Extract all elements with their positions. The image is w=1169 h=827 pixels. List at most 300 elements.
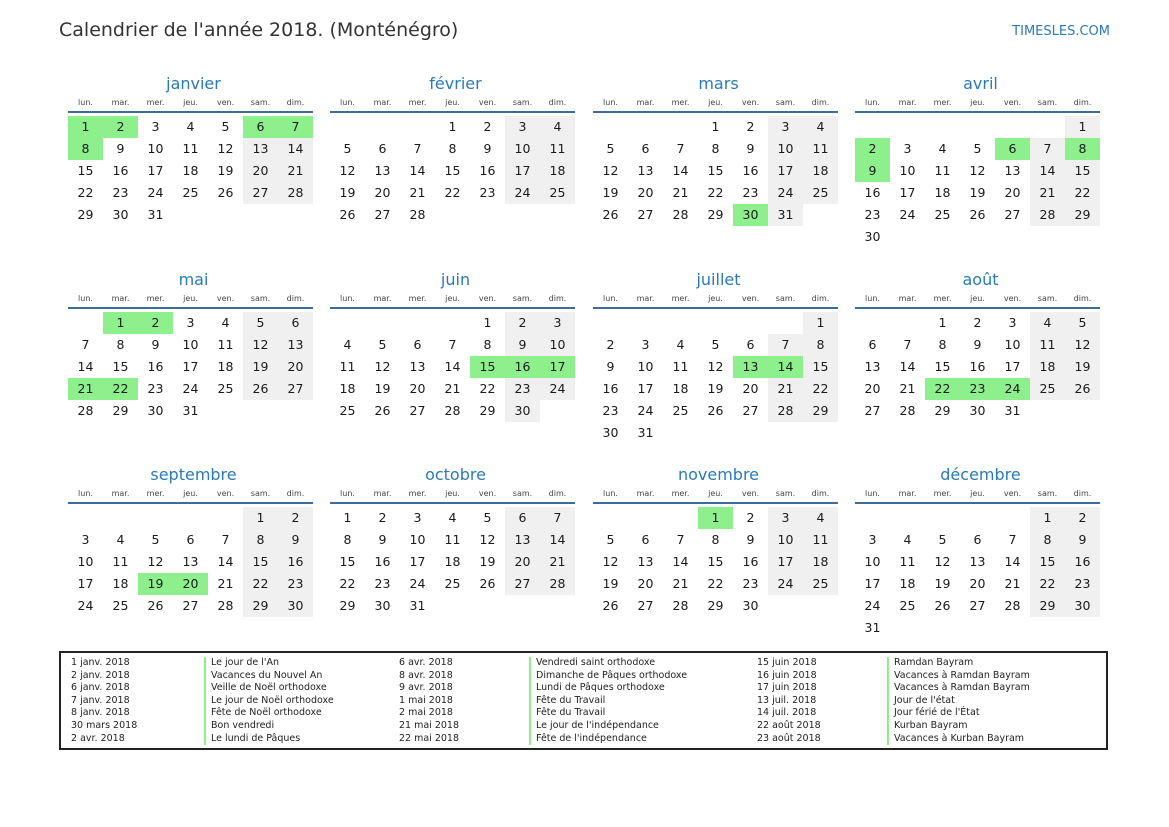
day-cell: 30 — [742, 598, 759, 613]
day-cell: 1 — [938, 315, 947, 330]
day-cell: 14 — [278, 138, 313, 160]
day-cell: 18 — [934, 185, 951, 200]
weekday-label: sam. — [250, 294, 271, 303]
day-cell: 22 — [339, 576, 356, 591]
day-cell: 26 — [217, 185, 234, 200]
day-cell: 7 — [540, 507, 575, 529]
weekday-label: dim. — [548, 294, 567, 303]
day-cell: 31 — [1004, 403, 1021, 418]
empty-cell — [925, 116, 960, 138]
day-cell: 30 — [374, 598, 391, 613]
holiday-day-cell: 17 — [540, 356, 575, 378]
day-cell: 4 — [448, 510, 457, 525]
day-cell: 29 — [77, 207, 94, 222]
weekday-label: mer. — [408, 489, 427, 498]
day-cell: 1 — [711, 119, 720, 134]
day-cell: 14 — [217, 554, 234, 569]
day-cell: 16 — [112, 163, 129, 178]
day-cell: 23 — [479, 185, 496, 200]
day-cell: 6 — [278, 312, 313, 334]
day-cell: 31 — [864, 620, 881, 635]
site-link[interactable]: TIMESLES.COM — [1012, 24, 1110, 39]
day-cell: 16 — [969, 359, 986, 374]
legend-dates-col-2 — [399, 657, 459, 745]
day-cell: 21 — [1030, 182, 1065, 204]
month-4 — [68, 270, 313, 422]
day-cell: 27 — [969, 598, 986, 613]
day-cell: 24 — [637, 403, 654, 418]
weekday-label: sam. — [250, 489, 271, 498]
day-cell: 24 — [768, 573, 803, 595]
weekday-label: lun. — [340, 294, 355, 303]
day-cell: 5 — [483, 510, 492, 525]
day-cell: 10 — [182, 337, 199, 352]
weekday-label: jeu. — [183, 98, 198, 107]
day-cell: 26 — [1065, 378, 1100, 400]
day-cell: 17 — [505, 160, 540, 182]
weekday-header — [330, 487, 575, 504]
day-cell: 17 — [147, 163, 164, 178]
day-cell: 16 — [742, 163, 759, 178]
holiday-day-cell: 7 — [278, 116, 313, 138]
day-cell: 2 — [483, 119, 492, 134]
weekday-label: lun. — [865, 489, 880, 498]
legend-holiday-name: Le jour de l'An — [204, 657, 334, 670]
day-cell: 11 — [112, 554, 129, 569]
legend-date: 1 mai 2018 — [399, 694, 453, 706]
weekday-header — [330, 96, 575, 113]
day-cell: 5 — [378, 337, 387, 352]
day-cell: 23 — [602, 403, 619, 418]
day-cell: 13 — [505, 529, 540, 551]
legend-date: 7 janv. 2018 — [71, 694, 130, 706]
month-name: mai — [178, 270, 209, 289]
day-grid — [68, 507, 313, 617]
day-cell: 17 — [409, 554, 426, 569]
day-cell: 22 — [707, 576, 724, 591]
day-grid — [68, 312, 313, 422]
day-grid — [855, 507, 1100, 639]
day-cell: 19 — [374, 381, 391, 396]
holiday-day-cell: 24 — [995, 378, 1030, 400]
day-cell: 4 — [186, 119, 195, 134]
day-cell: 15 — [1065, 160, 1100, 182]
weekday-label: lun. — [78, 98, 93, 107]
day-cell: 15 — [444, 163, 461, 178]
day-cell: 18 — [672, 381, 689, 396]
empty-cell — [330, 116, 365, 138]
weekday-label: mar. — [636, 98, 655, 107]
day-cell: 12 — [243, 334, 278, 356]
day-cell: 9 — [151, 337, 160, 352]
day-cell: 29 — [1030, 595, 1065, 617]
legend-holiday-name: Veille de Noël orthodoxe — [204, 682, 334, 695]
day-cell: 21 — [672, 185, 689, 200]
legend-date: 2 janv. 2018 — [71, 669, 130, 681]
day-grid — [330, 312, 575, 422]
month-name: juin — [440, 270, 471, 289]
day-cell: 18 — [339, 381, 356, 396]
day-cell: 23 — [864, 207, 881, 222]
day-cell: 29 — [1065, 204, 1100, 226]
weekday-label: ven. — [216, 98, 235, 107]
day-cell: 8 — [243, 529, 278, 551]
day-cell: 3 — [768, 507, 803, 529]
empty-cell — [890, 312, 925, 334]
day-cell: 25 — [803, 182, 838, 204]
day-cell: 28 — [1004, 598, 1021, 613]
day-cell: 19 — [602, 576, 619, 591]
day-cell: 18 — [112, 576, 129, 591]
weekday-header — [593, 96, 838, 113]
weekday-label: sam. — [775, 294, 796, 303]
day-cell: 7 — [768, 334, 803, 356]
day-cell: 21 — [217, 576, 234, 591]
empty-cell — [663, 507, 698, 529]
month-10 — [593, 465, 838, 617]
day-grid — [68, 116, 313, 226]
day-cell: 28 — [672, 207, 689, 222]
legend-date: 22 août 2018 — [757, 719, 821, 731]
day-cell: 5 — [151, 532, 160, 547]
empty-cell — [855, 116, 890, 138]
day-cell: 17 — [768, 551, 803, 573]
weekday-label: sam. — [250, 98, 271, 107]
day-cell: 31 — [768, 204, 803, 226]
day-cell: 6 — [973, 532, 982, 547]
day-cell: 9 — [1065, 529, 1100, 551]
day-cell: 19 — [217, 163, 234, 178]
day-cell: 18 — [444, 554, 461, 569]
day-cell: 25 — [899, 598, 916, 613]
month-1 — [330, 74, 575, 226]
weekday-label: mer. — [671, 98, 690, 107]
holiday-day-cell: 6 — [995, 138, 1030, 160]
day-cell: 23 — [505, 378, 540, 400]
day-cell: 26 — [374, 403, 391, 418]
day-cell: 17 — [77, 576, 94, 591]
empty-cell — [365, 312, 400, 334]
day-cell: 10 — [864, 554, 881, 569]
day-cell: 3 — [186, 315, 195, 330]
day-cell: 14 — [672, 163, 689, 178]
day-cell: 2 — [746, 119, 755, 134]
legend-names-col-3 — [887, 657, 1030, 745]
legend-holiday-name: Vacances à Ramdan Bayram — [887, 682, 1030, 695]
weekday-label: mar. — [898, 294, 917, 303]
day-cell: 29 — [707, 207, 724, 222]
day-cell: 15 — [243, 551, 278, 573]
month-name: avril — [963, 74, 998, 93]
weekday-label: lun. — [78, 489, 93, 498]
day-grid — [855, 116, 1100, 248]
legend-date: 6 avr. 2018 — [399, 657, 453, 668]
weekday-label: mer. — [146, 489, 165, 498]
day-cell: 15 — [803, 356, 838, 378]
empty-cell — [173, 507, 208, 529]
weekday-label: lun. — [78, 294, 93, 303]
day-cell: 1 — [1030, 507, 1065, 529]
empty-cell — [925, 507, 960, 529]
day-cell: 14 — [409, 163, 426, 178]
day-cell: 2 — [606, 337, 615, 352]
day-cell: 27 — [182, 598, 199, 613]
month-11 — [855, 465, 1100, 639]
day-cell: 27 — [374, 207, 391, 222]
day-cell: 21 — [540, 551, 575, 573]
day-cell: 9 — [505, 334, 540, 356]
day-cell: 28 — [409, 207, 426, 222]
day-cell: 27 — [278, 378, 313, 400]
day-cell: 23 — [1065, 573, 1100, 595]
legend-date: 9 avr. 2018 — [399, 682, 453, 694]
weekday-label: mar. — [898, 98, 917, 107]
weekday-header — [68, 487, 313, 504]
day-cell: 18 — [1030, 356, 1065, 378]
day-cell: 19 — [934, 576, 951, 591]
day-cell: 3 — [641, 337, 650, 352]
day-cell: 3 — [81, 532, 90, 547]
day-cell: 17 — [1004, 359, 1021, 374]
day-cell: 11 — [339, 359, 356, 374]
legend-names-col-2 — [529, 657, 687, 745]
day-cell: 22 — [243, 573, 278, 595]
day-cell: 17 — [182, 359, 199, 374]
day-cell: 27 — [637, 207, 654, 222]
weekday-label: mar. — [111, 98, 130, 107]
day-cell: 3 — [505, 116, 540, 138]
empty-cell — [960, 116, 995, 138]
day-cell: 8 — [448, 141, 457, 156]
day-cell: 3 — [413, 510, 422, 525]
day-cell: 24 — [77, 598, 94, 613]
day-cell: 1 — [483, 315, 492, 330]
day-cell: 26 — [602, 207, 619, 222]
legend-date: 8 janv. 2018 — [71, 707, 130, 719]
weekday-label: mar. — [636, 489, 655, 498]
weekday-label: lun. — [603, 294, 618, 303]
holiday-day-cell: 19 — [138, 573, 173, 595]
month-name: mars — [698, 74, 739, 93]
weekday-label: dim. — [811, 98, 830, 107]
legend-date: 2 avr. 2018 — [71, 732, 125, 744]
day-cell: 18 — [540, 160, 575, 182]
day-cell: 25 — [182, 185, 199, 200]
month-name: juillet — [696, 270, 741, 289]
month-7 — [855, 270, 1100, 422]
day-cell: 9 — [378, 532, 387, 547]
weekday-label: ven. — [1003, 98, 1022, 107]
empty-cell — [995, 507, 1030, 529]
day-cell: 15 — [1030, 551, 1065, 573]
weekday-label: ven. — [741, 489, 760, 498]
weekday-label: sam. — [512, 98, 533, 107]
day-cell: 30 — [505, 400, 540, 422]
holiday-day-cell: 23 — [960, 378, 995, 400]
day-cell: 12 — [217, 141, 234, 156]
day-cell: 4 — [803, 507, 838, 529]
legend-holiday-name: Lundi de Pâques orthodoxe — [529, 682, 687, 695]
day-cell: 23 — [112, 185, 129, 200]
legend-holiday-name: Ramdan Bayram — [887, 657, 1030, 670]
day-cell: 1 — [243, 507, 278, 529]
day-cell: 16 — [374, 554, 391, 569]
day-cell: 19 — [243, 356, 278, 378]
weekday-label: jeu. — [970, 294, 985, 303]
day-cell: 20 — [409, 381, 426, 396]
day-cell: 10 — [1004, 337, 1021, 352]
day-cell: 31 — [409, 598, 426, 613]
weekday-label: mar. — [373, 98, 392, 107]
holiday-day-cell: 1 — [68, 116, 103, 138]
weekday-label: mer. — [146, 98, 165, 107]
day-cell: 17 — [768, 160, 803, 182]
legend-date: 23 août 2018 — [757, 732, 821, 744]
day-cell: 24 — [147, 185, 164, 200]
day-cell: 18 — [803, 160, 838, 182]
month-name: octobre — [425, 465, 486, 484]
weekday-label: dim. — [811, 294, 830, 303]
day-cell: 8 — [343, 532, 352, 547]
weekday-label: ven. — [478, 294, 497, 303]
holiday-day-cell: 6 — [243, 116, 278, 138]
day-cell: 5 — [343, 141, 352, 156]
day-cell: 6 — [505, 507, 540, 529]
day-cell: 4 — [1030, 312, 1065, 334]
day-cell: 4 — [343, 337, 352, 352]
day-cell: 24 — [864, 598, 881, 613]
day-cell: 27 — [409, 403, 426, 418]
weekday-label: lun. — [865, 98, 880, 107]
day-cell: 20 — [505, 551, 540, 573]
empty-cell — [593, 507, 628, 529]
day-cell: 6 — [868, 337, 877, 352]
legend-date: 15 juin 2018 — [757, 657, 817, 668]
day-cell: 30 — [864, 229, 881, 244]
day-cell: 6 — [746, 337, 755, 352]
weekday-header — [68, 292, 313, 309]
day-cell: 6 — [413, 337, 422, 352]
legend-holiday-name: Le lundi de Pâques — [204, 733, 334, 746]
day-cell: 21 — [899, 381, 916, 396]
holiday-day-cell: 2 — [103, 116, 138, 138]
day-cell: 25 — [540, 182, 575, 204]
day-cell: 9 — [746, 532, 755, 547]
day-cell: 16 — [479, 163, 496, 178]
day-cell: 4 — [903, 532, 912, 547]
weekday-label: mar. — [111, 294, 130, 303]
weekday-label: sam. — [512, 294, 533, 303]
day-cell: 15 — [339, 554, 356, 569]
weekday-label: mar. — [111, 489, 130, 498]
day-cell: 8 — [711, 532, 720, 547]
holiday-day-cell: 15 — [470, 356, 505, 378]
day-cell: 5 — [973, 141, 982, 156]
day-cell: 16 — [147, 359, 164, 374]
day-cell: 19 — [1065, 356, 1100, 378]
day-cell: 14 — [77, 359, 94, 374]
weekday-label: sam. — [1037, 98, 1058, 107]
day-cell: 7 — [676, 141, 685, 156]
day-cell: 19 — [479, 554, 496, 569]
day-cell: 10 — [505, 138, 540, 160]
holiday-day-cell: 2 — [855, 138, 890, 160]
day-cell: 11 — [1030, 334, 1065, 356]
weekday-label: ven. — [741, 294, 760, 303]
weekday-label: ven. — [1003, 489, 1022, 498]
day-cell: 25 — [1030, 378, 1065, 400]
day-cell: 28 — [899, 403, 916, 418]
weekday-label: mar. — [898, 489, 917, 498]
holiday-day-cell: 16 — [505, 356, 540, 378]
legend-dates-col-3 — [757, 657, 821, 745]
weekday-label: dim. — [1073, 294, 1092, 303]
day-cell: 30 — [969, 403, 986, 418]
day-cell: 20 — [969, 576, 986, 591]
empty-cell — [855, 312, 890, 334]
day-cell: 9 — [606, 359, 615, 374]
legend-dates-col-1 — [71, 657, 137, 745]
day-cell: 8 — [483, 337, 492, 352]
holiday-day-cell: 22 — [103, 378, 138, 400]
day-cell: 13 — [1004, 163, 1021, 178]
legend-date: 8 avr. 2018 — [399, 669, 453, 681]
weekday-label: lun. — [603, 98, 618, 107]
day-cell: 24 — [182, 381, 199, 396]
day-cell: 26 — [602, 598, 619, 613]
day-cell: 11 — [444, 532, 461, 547]
weekday-label: ven. — [1003, 294, 1022, 303]
holiday-day-cell: 8 — [68, 138, 103, 160]
legend-holiday-name: Fête de l'indépendance — [529, 733, 687, 746]
day-cell: 26 — [934, 598, 951, 613]
day-cell: 7 — [413, 141, 422, 156]
weekday-label: jeu. — [708, 98, 723, 107]
weekday-label: dim. — [286, 489, 305, 498]
day-cell: 5 — [938, 532, 947, 547]
legend-holiday-name: Fête de Noël orthodoxe — [204, 707, 334, 720]
day-cell: 7 — [81, 337, 90, 352]
weekday-label: mer. — [408, 294, 427, 303]
day-cell: 22 — [77, 185, 94, 200]
day-cell: 20 — [742, 381, 759, 396]
month-8 — [68, 465, 313, 617]
day-cell: 6 — [641, 532, 650, 547]
day-cell: 20 — [374, 185, 391, 200]
empty-cell — [1030, 116, 1065, 138]
legend-names-col-1 — [204, 657, 334, 745]
day-grid — [330, 507, 575, 617]
day-cell: 11 — [217, 337, 234, 352]
weekday-label: mar. — [636, 294, 655, 303]
day-cell: 21 — [1004, 576, 1021, 591]
holiday-day-cell: 21 — [68, 378, 103, 400]
day-cell: 12 — [147, 554, 164, 569]
day-cell: 20 — [864, 381, 881, 396]
day-cell: 3 — [151, 119, 160, 134]
legend-date: 2 mai 2018 — [399, 707, 453, 719]
day-cell: 9 — [116, 141, 125, 156]
day-cell: 21 — [444, 381, 461, 396]
holiday-day-cell: 14 — [768, 356, 803, 378]
day-cell: 12 — [602, 554, 619, 569]
weekday-label: mer. — [933, 294, 952, 303]
weekday-header — [68, 96, 313, 113]
day-cell: 2 — [278, 507, 313, 529]
day-cell: 20 — [637, 185, 654, 200]
empty-cell — [733, 312, 768, 334]
legend-date: 17 juin 2018 — [757, 682, 817, 694]
